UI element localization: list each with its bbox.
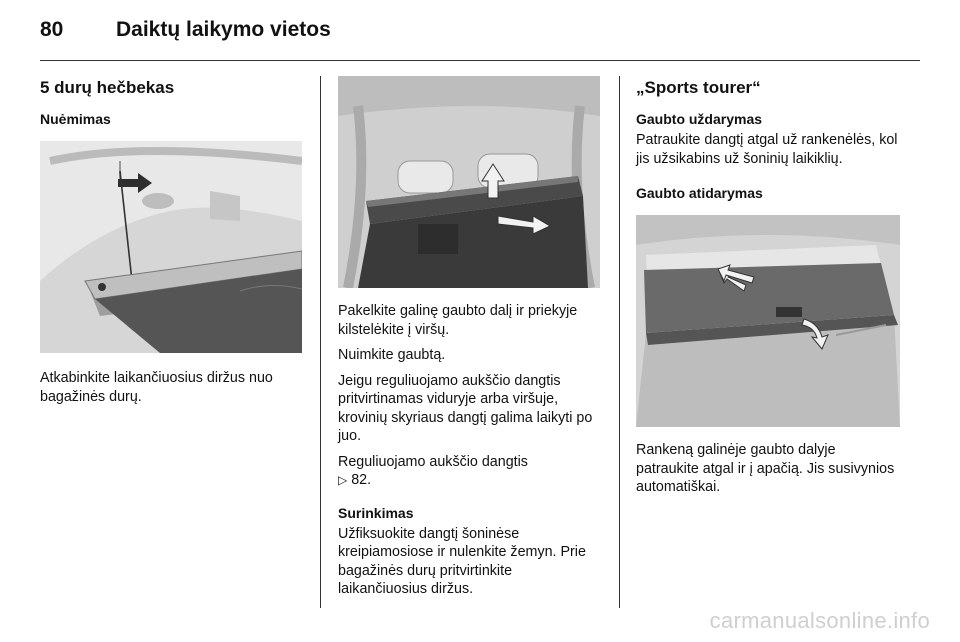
illustration-retract-cover [636,215,900,427]
reference-text: Reguliuojamo aukščio dangtis [338,453,528,470]
page-title: Daiktų laikymo vietos [116,18,331,41]
illustration-raise-cover [338,76,600,288]
section-title-hatchback: 5 durų hečbekas [40,78,175,97]
column-divider [320,76,321,608]
page-number: 80 [40,18,64,41]
column-divider [619,76,620,608]
paragraph-raise-cover: Pakelkite galinę gaubto dalį ir priekyje kilstelėkite į viršų. [338,303,578,338]
illustration-tailgate-straps [40,141,302,353]
subheading-cover-opening: Gaubto atidarymas [636,185,763,201]
subheading-installation: Surinkimas [338,504,414,521]
reference-triangle-icon: ▷ [338,473,348,487]
column-left [40,76,304,406]
subheading-cover-closing: Gaubto uždarymas [636,111,763,127]
paragraph-remove-cover: Nuimkite gaubtą. [338,347,446,363]
paragraph-installation: Užfiksuokite dangtį šoninėse kreipiamosiose ir nulenkite žemyn. Prie bagažinės durų pritvirtinkite laikančiuosius diržus. [338,525,586,597]
column-middle [338,76,602,599]
page-header [40,18,331,48]
watermark: carmanualsonline.info [709,608,930,633]
paragraph-reference [338,453,602,490]
reference-page-link[interactable]: 82. [351,472,372,488]
header-rule [40,60,920,61]
paragraph-adjustable-floor: Jeigu reguliuojamo aukščio dangtis pritvirtinamas viduryje arba viršuje, krovinių skyriaus dangtį galima laikyti po juo. [338,372,593,444]
paragraph-cover-closing: Patraukite dangtį atgal už rankenėlės, kol jis užsikabins už šoninių laikiklių. [636,132,898,167]
caption-retract-cover: Rankeną galinėje gaubto dalyje patraukite atgal ir į apačią. Jis susivynios automatiškai. [636,442,895,495]
caption-detach-straps: Atkabinkite laikančiuosius diržus nuo bagažinės durų. [40,370,273,405]
subheading-removal: Nuėmimas [40,111,111,127]
section-title-sports-tourer: „Sports tourer“ [636,78,761,97]
column-right [636,76,902,497]
